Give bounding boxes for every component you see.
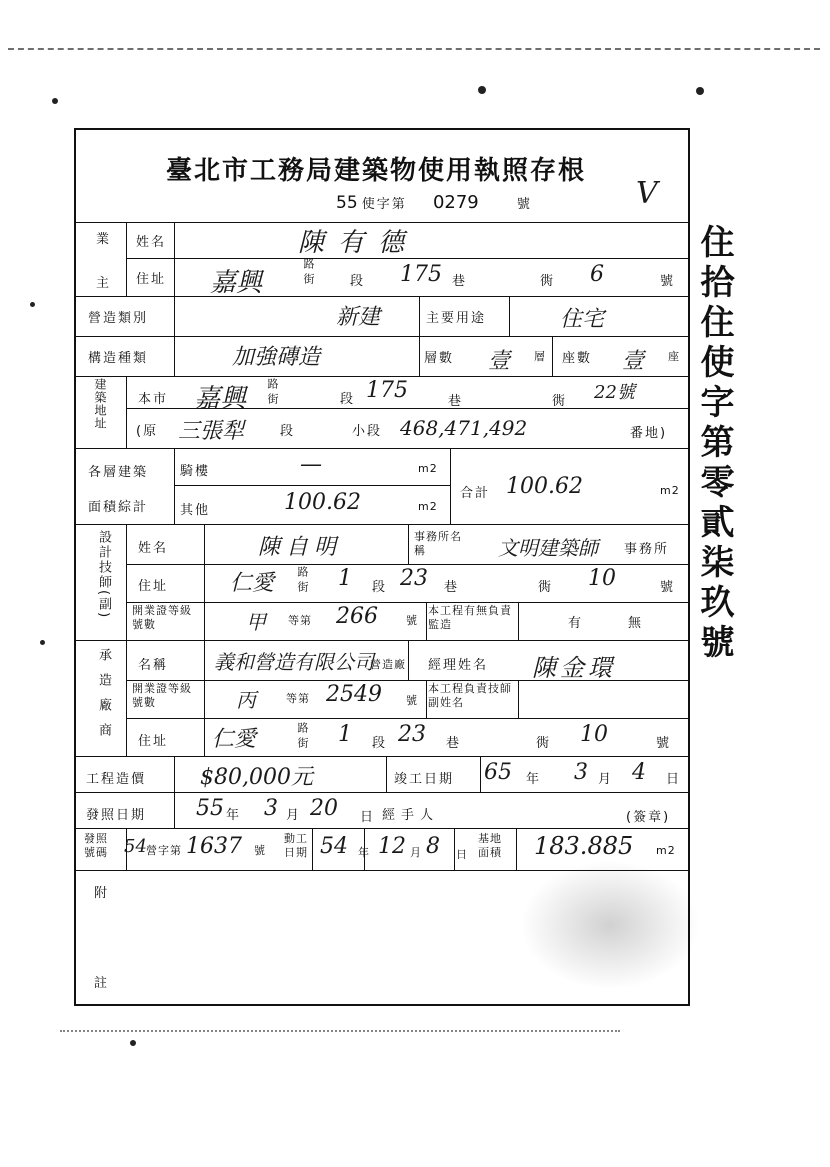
rule xyxy=(480,756,481,792)
rule xyxy=(408,524,409,564)
use-value: 住宅 xyxy=(560,307,605,332)
remarks-top: 附 xyxy=(94,886,110,901)
contractor-number: 號 xyxy=(656,736,672,751)
contractor-road-street: 路街 xyxy=(296,722,309,752)
contractor-manager-value: 陳金環 xyxy=(532,654,616,682)
cost-value: $80,000元 xyxy=(200,765,313,790)
start-year: 54 xyxy=(320,834,348,859)
site-orig-area: 三張犁 xyxy=(178,419,245,444)
contractor-lane: 巷 xyxy=(446,736,462,751)
land-unit: m2 xyxy=(656,844,676,857)
floor-unit: 層 xyxy=(534,350,546,363)
complete-month: 3 xyxy=(574,760,588,785)
scan-speck xyxy=(30,302,35,307)
issue-label: 發照日期 xyxy=(86,808,147,823)
buildings-value: 壹 xyxy=(622,349,645,374)
porch-label: 騎樓 xyxy=(180,464,211,479)
designer-license-label: 開業證等級號數 xyxy=(132,604,192,631)
rule xyxy=(76,792,688,793)
designer-yes: 有 xyxy=(568,616,584,631)
contractor-addr-street: 仁愛 xyxy=(212,727,257,752)
rule xyxy=(126,564,688,565)
rule xyxy=(516,828,517,870)
number-word: 使字第 xyxy=(361,197,407,212)
land-label: 基地面積 xyxy=(478,832,502,859)
total-value: 100.62 xyxy=(506,474,583,499)
designer-addr-label: 住址 xyxy=(138,579,169,594)
designer-lane: 巷 xyxy=(444,580,460,595)
site-street: 嘉興 xyxy=(194,384,247,414)
contractor-license-mid: 等第 xyxy=(286,692,310,705)
type-value: 新建 xyxy=(336,305,381,330)
permit-word: 營字第 xyxy=(146,844,182,857)
other-unit: m2 xyxy=(418,500,438,513)
start-day-unit: 日 xyxy=(456,848,468,861)
designer-name-label: 姓名 xyxy=(138,541,169,556)
handler-label: 經手人 xyxy=(382,808,440,823)
number-value: 0279 xyxy=(432,192,479,213)
floors-label: 層數 xyxy=(424,351,455,366)
rule xyxy=(174,792,175,828)
contractor-label: 承造廠商 xyxy=(96,648,111,748)
form-title: 臺北市工務局建築物使用執照存根 xyxy=(166,156,587,186)
contractor-lane-no: 23 xyxy=(398,722,426,747)
owner-section: 段 xyxy=(350,274,366,289)
cost-label: 工程造價 xyxy=(86,772,147,787)
rule xyxy=(76,640,688,641)
designer-office-label: 事務所名稱 xyxy=(414,530,462,557)
start-month-unit: 月 xyxy=(410,846,422,859)
type-label: 營造類別 xyxy=(88,311,149,326)
complete-month-unit: 月 xyxy=(598,772,614,787)
structure-value: 加強磚造 xyxy=(232,345,321,370)
rule xyxy=(426,602,427,640)
other-value: 100.62 xyxy=(284,490,361,515)
issue-day-unit: 日 xyxy=(360,810,376,825)
contractor-tech-label: 本工程負責技師副姓名 xyxy=(428,682,512,709)
permit-value-prefix: 54 xyxy=(124,836,147,857)
site-city: 本市 xyxy=(138,392,169,407)
complete-year: 65 xyxy=(484,760,512,785)
rule xyxy=(76,296,688,297)
issue-day-value: 20 xyxy=(310,796,338,821)
other-label: 其他 xyxy=(180,503,211,518)
site-lots: 468,471,492 xyxy=(400,416,528,440)
rule xyxy=(76,336,688,337)
rule xyxy=(174,448,175,524)
owner-lane-no: 175 xyxy=(400,262,442,287)
floors-value: 壹 xyxy=(488,349,511,374)
start-month: 12 xyxy=(378,834,406,859)
contractor-section: 段 xyxy=(372,736,388,751)
use-label: 主要用途 xyxy=(426,311,487,326)
rule xyxy=(552,336,553,376)
contractor-license-no: 2549 xyxy=(326,682,382,707)
rule xyxy=(386,756,387,792)
designer-name-value: 陳自明 xyxy=(258,535,343,560)
designer-license-grade: 甲 xyxy=(246,610,266,634)
scan-speck xyxy=(130,1040,136,1046)
owner-alley: 衖 xyxy=(540,274,556,289)
rule xyxy=(126,602,688,603)
contractor-alley: 衖 xyxy=(536,736,552,751)
rule xyxy=(126,524,127,756)
owner-addr-street: 嘉興 xyxy=(210,268,263,298)
porch-unit: m2 xyxy=(418,462,438,475)
owner-number-no: 6 xyxy=(590,262,604,287)
remarks-bottom: 註 xyxy=(94,976,110,991)
rule xyxy=(419,296,420,376)
area-label-top: 各層建築 xyxy=(88,465,149,480)
site-lane-no: 175 xyxy=(366,378,408,403)
complete-day: 4 xyxy=(632,760,646,785)
rule xyxy=(76,828,688,829)
owner-label-bottom: 主 xyxy=(96,276,112,291)
site-lot-suffix: 番地) xyxy=(630,426,668,441)
rule xyxy=(174,222,175,296)
permit-value: 1637 xyxy=(186,834,242,859)
rule xyxy=(76,524,688,525)
site-alley-value: 22號 xyxy=(594,382,635,403)
rule xyxy=(408,640,409,680)
rule xyxy=(204,524,205,756)
contractor-license-suffix: 號 xyxy=(406,694,418,707)
rule xyxy=(126,222,127,296)
designer-section-no: 1 xyxy=(338,566,352,591)
site-lane: 巷 xyxy=(448,394,464,409)
rule xyxy=(450,448,451,524)
total-label: 合計 xyxy=(460,486,491,501)
site-section2: 段 xyxy=(280,424,296,439)
start-year-unit: 年 xyxy=(358,846,370,859)
issue-year-value: 55 xyxy=(196,796,224,821)
scan-edge-bottom xyxy=(60,1030,620,1034)
designer-lane-no: 23 xyxy=(400,566,428,591)
contractor-license-grade: 丙 xyxy=(236,688,256,712)
check-mark: V xyxy=(636,176,658,211)
rule xyxy=(174,296,175,376)
designer-alley: 衖 xyxy=(538,580,554,595)
designer-road-street: 路街 xyxy=(296,566,309,596)
designer-license-mid: 等第 xyxy=(288,614,312,627)
rule xyxy=(509,296,510,336)
site-orig: (原 xyxy=(136,424,159,439)
complete-year-unit: 年 xyxy=(526,772,542,787)
scan-speck xyxy=(696,87,704,95)
designer-license-suffix: 號 xyxy=(406,614,418,627)
designer-supervise-label: 本工程有無負責監造 xyxy=(428,604,512,631)
seal-label: (簽章) xyxy=(626,810,671,825)
designer-section: 段 xyxy=(372,580,388,595)
contractor-manager-label: 經理姓名 xyxy=(428,658,489,673)
designer-no: 無 xyxy=(628,616,644,631)
rule xyxy=(426,680,427,718)
rule xyxy=(174,756,175,792)
permit-label: 發照號碼 xyxy=(84,832,108,859)
rule xyxy=(518,602,519,640)
issue-month-unit: 月 xyxy=(286,808,302,823)
designer-number-no: 10 xyxy=(588,566,616,591)
porch-value: — xyxy=(300,452,322,477)
start-day: 8 xyxy=(426,834,440,859)
designer-office-suffix: 事務所 xyxy=(624,542,670,557)
site-label: 建築地址 xyxy=(93,378,107,430)
contractor-name-suffix: 營造廠 xyxy=(370,658,406,671)
site-road-street: 路街 xyxy=(266,378,279,408)
building-unit: 座 xyxy=(668,350,680,363)
site-subsection: 小段 xyxy=(352,424,383,439)
issue-month-value: 3 xyxy=(264,796,278,821)
rule xyxy=(454,828,455,870)
rule xyxy=(126,718,688,719)
complete-label: 竣工日期 xyxy=(394,772,455,787)
contractor-license-label: 開業證等級號數 xyxy=(132,682,192,709)
owner-name-label: 姓名 xyxy=(136,235,167,250)
site-alley: 衖 xyxy=(552,394,568,409)
rule xyxy=(76,376,688,377)
rule xyxy=(76,756,688,757)
stamp-smudge xyxy=(520,860,700,990)
designer-office-value: 文明建築師 xyxy=(498,536,598,560)
complete-day-unit: 日 xyxy=(666,772,682,787)
contractor-name-value: 義和營造有限公司 xyxy=(214,650,374,674)
land-value: 183.885 xyxy=(534,832,634,860)
contractor-addr-label: 住址 xyxy=(138,734,169,749)
contractor-section-no: 1 xyxy=(338,722,352,747)
structure-label: 構造種類 xyxy=(88,351,149,366)
designer-license-no: 266 xyxy=(336,604,378,629)
rule xyxy=(174,485,450,486)
designer-addr-street: 仁愛 xyxy=(230,571,275,596)
scan-speck xyxy=(52,98,58,104)
owner-number: 號 xyxy=(660,274,676,289)
designer-label: 設計技師(副) xyxy=(96,530,111,620)
scan-edge-top xyxy=(8,48,820,53)
designer-number: 號 xyxy=(660,580,676,595)
owner-label-top: 業 xyxy=(96,232,112,247)
contractor-name-label: 名稱 xyxy=(138,658,169,673)
start-label: 動工日期 xyxy=(284,832,308,859)
side-number-text: 住拾住使字第零貳柒玖號 xyxy=(694,224,734,664)
rule xyxy=(76,448,688,449)
scan-speck xyxy=(40,640,45,645)
number-suffix: 號 xyxy=(516,197,530,212)
number-prefix: 55 xyxy=(336,193,358,213)
area-label-bottom: 面積綜計 xyxy=(88,500,149,515)
owner-road-street: 路街 xyxy=(302,258,315,288)
rule xyxy=(518,680,519,718)
site-section: 段 xyxy=(340,392,356,407)
contractor-number-no: 10 xyxy=(580,722,608,747)
scan-speck xyxy=(478,86,486,94)
owner-lane: 巷 xyxy=(452,274,468,289)
owner-addr-label: 住址 xyxy=(136,272,167,287)
issue-year-unit: 年 xyxy=(226,808,242,823)
permit-suffix: 號 xyxy=(254,844,266,857)
buildings-label: 座數 xyxy=(562,351,593,366)
owner-name-value: 陳有德 xyxy=(298,228,419,258)
rule xyxy=(126,376,127,448)
total-unit: m2 xyxy=(660,484,680,497)
